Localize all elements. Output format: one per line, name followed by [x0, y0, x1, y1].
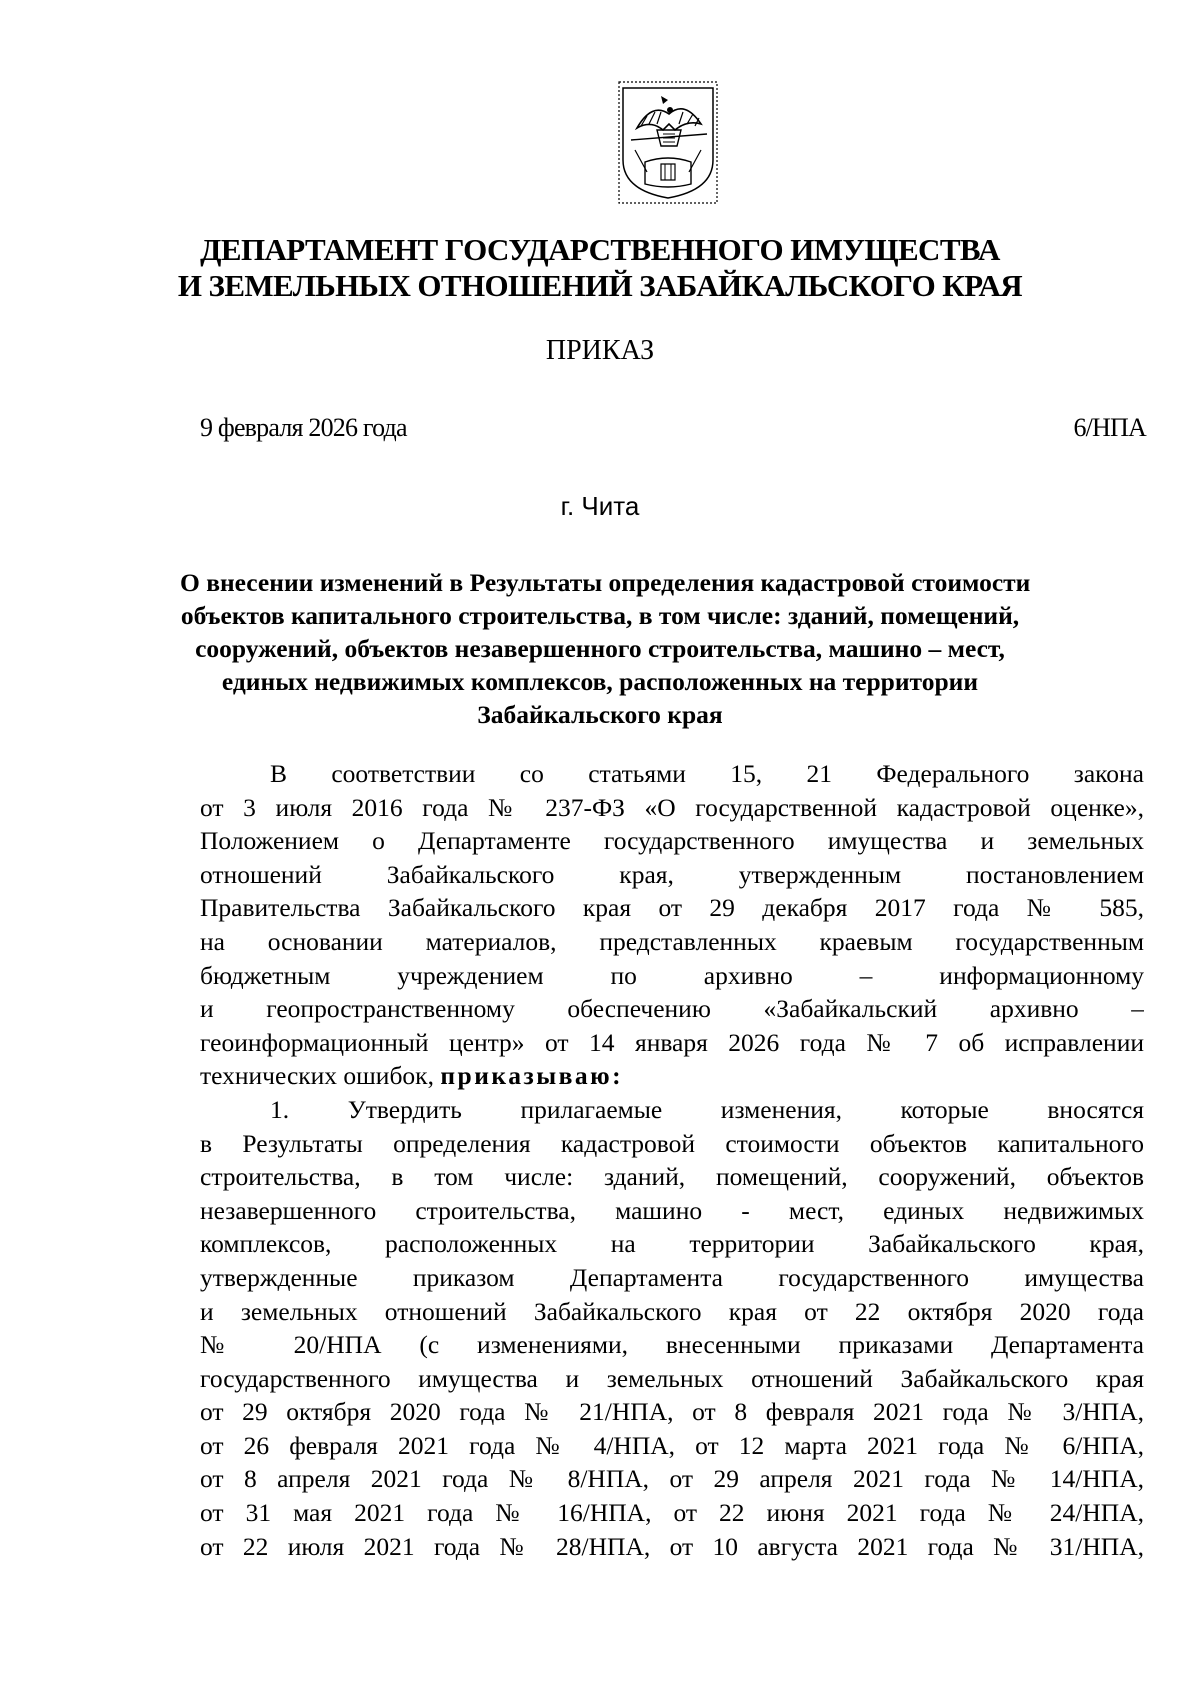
body-line: строительства, в том числе: зданий, помещений, сооружений, объектов [200, 1162, 1144, 1192]
body-line: от 31 мая 2021 года № 16/НПА, от 22 июня 2021 года № 24/НПА, [200, 1498, 1144, 1528]
body-line: от 3 июля 2016 года № 237-ФЗ «О государственной кадастровой оценке», [200, 792, 1144, 822]
document-city: г. Чита [560, 491, 640, 521]
organization-title-line: ДЕПАРТАМЕНТ ГОСУДАРСТВЕННОГО ИМУЩЕСТВА [200, 232, 1000, 267]
subject-line: О внесении изменений в Результаты определения кадастровой стоимости [180, 568, 1031, 597]
subject-line: единых недвижимых комплексов, расположенных на территории [221, 667, 979, 696]
document-type: ПРИКАЗ [545, 335, 655, 366]
body-line: 1. Утвердить прилагаемые изменения, которые вносятся [270, 1094, 1144, 1124]
document-subject [180, 566, 1031, 731]
body-line: государственного имущества и земельных отношений Забайкальского края [200, 1363, 1144, 1393]
body-line: на основании материалов, представленных краевым государственным [200, 926, 1144, 956]
organization-title-line: И ЗЕМЕЛЬНЫХ ОТНОШЕНИЙ ЗАБАЙКАЛЬСКОГО КРАЯ [177, 268, 1023, 303]
body-line: незавершенного строительства, машино - мест, единых недвижимых [200, 1195, 1144, 1225]
subject-line: объектов капитального строительства, в том числе: зданий, помещений, [180, 601, 1020, 630]
organization-title [150, 232, 1050, 304]
subject-line: сооружений, объектов незавершенного строительства, машино – мест, [195, 634, 1005, 663]
body-line: Положением о Департаменте государственного имущества и земельных [200, 826, 1144, 856]
order-word: приказываю: [440, 1061, 624, 1091]
body-line: № 20/НПА (с изменениями, внесенными приказами Департамента [200, 1330, 1144, 1360]
body-line: Правительства Забайкальского края от 29 декабря 2017 года № 585, [200, 893, 1144, 923]
body-line-text: технических ошибок, [200, 1061, 434, 1091]
body-line: в Результаты определения кадастровой стоимости объектов капитального [200, 1128, 1144, 1158]
body-line: от 29 октября 2020 года № 21/НПА, от 8 февраля 2021 года № 3/НПА, [200, 1397, 1144, 1427]
body-line-with-order-word [200, 1059, 1144, 1093]
body-line: геоинформационный центр» от 14 января 2026 года № 7 об исправлении [200, 1027, 1144, 1057]
document-number: 6/НПА [1073, 413, 1146, 442]
body-line: и земельных отношений Забайкальского края от 22 октября 2020 года [200, 1296, 1144, 1326]
body-line: от 22 июля 2021 года № 28/НПА, от 10 августа 2021 года № 31/НПА, [200, 1531, 1144, 1561]
coat-of-arms-icon [617, 80, 719, 205]
body-line: отношений Забайкальского края, утвержденным постановлением [200, 859, 1144, 889]
body-line: и геопространственному обеспечению «Забайкальский архивно – [200, 994, 1144, 1024]
document-body [200, 757, 1144, 1563]
document-date: 9 февраля 2026 года [200, 413, 407, 442]
body-line: комплексов, расположенных на территории Забайкальского края, [200, 1229, 1144, 1259]
body-line: от 8 апреля 2021 года № 8/НПА, от 29 апреля 2021 года № 14/НПА, [200, 1464, 1144, 1494]
body-line: от 26 февраля 2021 года № 4/НПА, от 12 марта 2021 года № 6/НПА, [200, 1430, 1144, 1460]
body-line: утвержденные приказом Департамента государственного имущества [200, 1262, 1144, 1292]
subject-line: Забайкальского края [477, 700, 723, 729]
body-line: бюджетным учреждением по архивно – информационному [200, 960, 1144, 990]
body-line: В соответствии со статьями 15, 21 Федерального закона [270, 759, 1144, 788]
